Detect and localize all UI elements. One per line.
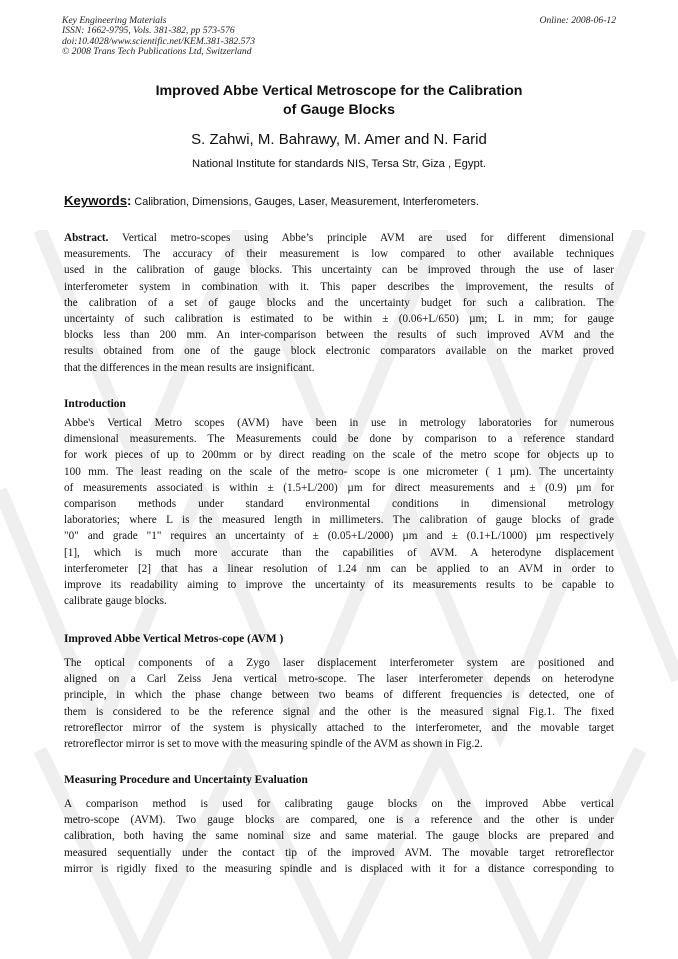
paragraph-line: Abbe's Vertical Metro scopes (AVM) have been in use in metrology laboratories for numerous <box>64 417 614 429</box>
author-list: S. Zahwi, M. Bahrawy, M. Amer and N. Farid <box>191 131 487 148</box>
keywords-text: Calibration, Dimensions, Gauges, Laser, Measurement, Interferometers. <box>131 196 479 208</box>
paragraph-line: mirror is rigidly fixed to the measuring spindle and is displaced with it for a distance corresponding to <box>64 862 614 875</box>
abstract-line: blocks less than 200 mm. An inter-comparison between the results of such improved AVM and the <box>64 329 614 342</box>
paragraph-line: comparison methods under standard environmental conditions in dimensional metrology <box>64 497 614 510</box>
section-heading-improved-avm: Improved Abbe Vertical Metros-cope (AVM ) <box>64 633 284 645</box>
journal-info <box>62 16 255 58</box>
paragraph-line: [1], which is much more accurate than the capabilities of AVM. A heterodyne displacement <box>64 546 614 559</box>
paragraph-line: aligned on a Carl Zeiss Jena vertical metro-scope. The laser interferometer depends on heterodyne <box>64 673 614 686</box>
journal-issn: ISSN: 1662-9795, Vols. 381-382, pp 573-576 <box>62 25 235 37</box>
paragraph-line: interferometer [2] that has a linear resolution of 1.24 nm can be applied to an AVM in order to <box>64 562 614 575</box>
paragraph-line: principle, in which the phase change between two beams of different frequencies is detected, one of <box>64 689 614 702</box>
abstract-line: interferometer system in combination with it. This paper describes the improvement, the results of <box>64 280 614 293</box>
section-introduction-body <box>64 415 614 609</box>
journal-doi[interactable]: doi:10.4028/www.scientific.net/KEM.381-382.573 <box>62 35 256 47</box>
abstract-label: Abstract. <box>64 232 109 244</box>
abstract-line-text: Vertical metro-scopes using Abbe’s principle AVM are used for different dimensional <box>108 232 614 244</box>
abstract-line: the calibration of a set of gauge blocks and the uncertainty budget for such a calibration. The <box>64 296 614 309</box>
paragraph-line: dimensional measurements. The Measurements could be done by comparison to a reference standard <box>64 433 614 446</box>
paragraph-line: 100 mm. The least reading on the scale of the metro- scope is one micrometer ( 1 µm). The uncertainty <box>64 465 614 478</box>
paragraph-line: calibration, both having the same nominal size and same material. The gauge blocks are prepared and <box>64 830 614 843</box>
paragraph-line: retroreflector mirror is set to move with the measuring spindle of the AVM as shown in Fig.2. <box>64 737 483 750</box>
journal-copyright: © 2008 Trans Tech Publications Ltd, Switzerland <box>62 46 252 58</box>
paragraph-line: improve its readability aiming to improve the uncertainty of its measurements results to be capable to <box>64 578 614 591</box>
affiliation: National Institute for standards NIS, Tersa Str, Giza , Egypt. <box>192 158 486 170</box>
section-heading-introduction: Introduction <box>64 398 126 410</box>
paragraph-line: calibrate gauge blocks. <box>64 595 167 608</box>
paragraph-line: A comparison method is used for calibrating gauge blocks on the improved Abbe vertical <box>64 798 614 810</box>
paragraph-line: of measurements associated is within ± (1.5+L/200) µm for direct measurements and ± (0.9) µm for <box>64 481 614 494</box>
section-procedure-body <box>64 796 614 877</box>
abstract-line: results obtained from one of the gauge block electronic comparators available on the market proved <box>64 345 614 358</box>
journal-name: Key Engineering Materials <box>62 15 167 26</box>
paragraph-line: The optical components of a Zygo laser displacement interferometer system are positioned and <box>64 657 614 669</box>
abstract <box>64 230 614 376</box>
paragraph-line: laboratories; where L is the measured length in millimeters. The calibration of gauge blocks of grade <box>64 514 614 527</box>
abstract-line: used in the calibration of gauge blocks. This uncertainty can be improved through the use of laser <box>64 264 614 277</box>
online-date: Online: 2008-06-12 <box>539 15 616 26</box>
paper-title-line-2: of Gauge Blocks <box>283 102 395 118</box>
abstract-line: measurements. The accuracy of their measurement is low compared to other available techniques <box>64 248 614 261</box>
paper-title <box>62 82 616 120</box>
section-heading-procedure: Measuring Procedure and Uncertainty Evaluation <box>64 774 308 786</box>
paragraph-line: measured sequentially under the contact tip of the improved AVM. The movable target retroreflector <box>64 846 614 859</box>
paragraph-line: retroreflector mirror of the system is physically attached to the interferometer, and the movable target <box>64 721 614 734</box>
paragraph-line: them is considered to be the reference signal and the other is the measured signal Fig.1. The fixed <box>64 705 614 718</box>
paragraph-line: metro-scope (AVM). Two gauge blocks are compared, one is a reference and the other is under <box>64 814 614 827</box>
abstract-line: uncertainty of such calibration is estimated to be within ± (0.06+L/650) µm; L in mm; for gauge <box>64 312 614 325</box>
paragraph-line: "0" and grade "1" requires an uncertainty of ± (0.05+L/2000) µm and ± (0.1+L/1000) µm respectively <box>64 530 614 543</box>
section-improved-avm-body <box>64 655 614 752</box>
abstract-line <box>64 230 614 246</box>
abstract-line: that the differences in the mean results are insignificant. <box>64 361 315 374</box>
keywords-label: Keywords <box>64 193 128 208</box>
paragraph-line: for work pieces of up to 200mm or by direct reading on the scale of the metro scope for objects up to <box>64 449 614 462</box>
keywords <box>64 193 624 210</box>
keywords-colon: : <box>127 193 132 208</box>
paper-title-line-1: Improved Abbe Vertical Metroscope for the Calibration <box>155 83 523 99</box>
